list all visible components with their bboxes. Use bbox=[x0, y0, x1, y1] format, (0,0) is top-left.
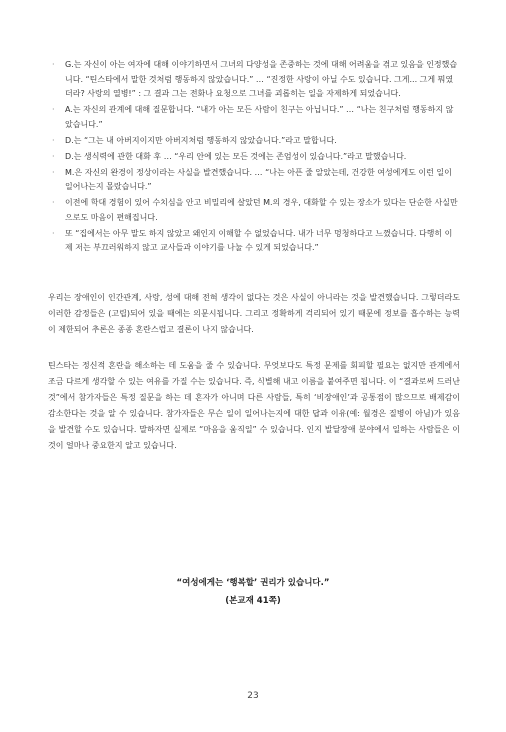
bullet-text: 이전에 학대 경험이 있어 수치심을 안고 비밀리에 살았던 M.의 경우, 대화할 수 있는 장소가 있다는 단순한 사실만으로도 마음이 편해집니다. bbox=[65, 198, 458, 222]
bullet-marker: · bbox=[52, 167, 55, 177]
bullet-text: A.는 자신의 관계에 대해 질문합니다. “내가 아는 모든 사람이 친구는 아닙니다.” … “나는 친구처럼 행동하지 않았습니다.” bbox=[65, 105, 454, 129]
list-item bbox=[48, 196, 460, 225]
bullet-marker: · bbox=[52, 105, 55, 114]
page-number: 23 bbox=[247, 691, 259, 701]
bullet-text: G.는 자신이 아는 여자에 대해 이야기하면서 그녀의 다양성을 존중하는 것에 대해 어려움을 겪고 있음을 인정했습니다. “틴스타에서 말한 것처럼 행동하지 않았습니다.” … “진정한 사랑이 아닐 수도 있습니다. 그게... 그게 뭐였더라? 사랑의 열병!” : 그 결과 그는 전화나 요청으로 그녀를 괴롭히는 일을 자제하게 되었습니다. bbox=[65, 60, 458, 98]
bullet-text: D.는 생식력에 관한 대화 후 … “우리 안에 있는 모든 것에는 존엄성이 있습니다.”라고 말했습니다. bbox=[65, 151, 407, 161]
quote-source: (본교재 41쪽) bbox=[225, 596, 281, 606]
bullet-marker: · bbox=[52, 151, 55, 161]
bullet-marker: · bbox=[52, 60, 55, 69]
bullet-text: D.는 “그는 내 아버지이지만 아버지처럼 행동하지 않았습니다.”라고 말합니다. bbox=[65, 135, 337, 145]
bullet-marker: · bbox=[52, 198, 55, 207]
list-item bbox=[48, 166, 460, 195]
list-item bbox=[48, 103, 460, 132]
bullet-text: M.은 자신의 완경이 정상이라는 사실을 발견했습니다. … “나는 아픈 줄 알았는데, 건강한 여성에게도 이런 일이 일어나는지 몰랐습니다.” bbox=[65, 167, 452, 191]
list-item bbox=[48, 150, 460, 165]
list-item bbox=[48, 134, 460, 149]
bullet-marker: · bbox=[52, 135, 55, 145]
bullet-text: 또 “집에서는 아무 말도 하지 않았고 왜인지 이해할 수 없었습니다. 내가 너무 멍청하다고 느꼈습니다. 다행히 이제 저는 부끄러워하지 않고 교사들과 이야기를 나눌 수 있게 되었습니다.” bbox=[65, 228, 453, 252]
bullet-marker: · bbox=[52, 228, 55, 238]
bullet-list bbox=[48, 58, 460, 257]
body-paragraph: 우리는 장애인이 인간관계, 사랑, 성에 대해 전혀 생각이 없다는 것은 사실이 아니라는 것을 발견했습니다. 그렇더라도 이러한 감정들은 (고립)되어 있을 때에는 의문시됩니다. 그리고 정확하게 걱리되어 있기 때문에 정보를 흡수하는 능력이 제한되어 추론은 종종 혼란스럽고 결론이 나지 않습니다. bbox=[48, 293, 460, 334]
list-item bbox=[48, 58, 460, 102]
body-paragraph: 틴스타는 정신적 혼란을 해소하는 데 도움을 줄 수 있습니다. 무엇보다도 특정 문제를 회피할 필요는 없지만 관계에서 조금 다르게 생각할 수 있는 여유를 가질 수는 있습니다. 즉, 식별해 내고 이름을 붙여주면 됩니다. 이 “결과로써 드러난 것”에서 참가자들은 특정 질문을 하는 데 혼자가 아니며 다른 사람들, 특히 ‘비장애인’과 공통점이 많으므로 배제감이 감소한다는 것을 알 수 있습니다. 참가자들은 무슨 일이 일어나는지에 대한 답과 이유(예: 월경은 질병이 아님)가 있음을 발견할 수도 있습니다. 말하자면 실제로 “마음을 움직일” 수 있습니다. 인지 발달장애 분야에서 일하는 사람들은 이것이 얼마나 중요한지 알고 있습니다. bbox=[48, 361, 460, 450]
pull-quote: “여성에게는 ‘행복할’ 권리가 있습니다.” bbox=[176, 578, 330, 588]
list-item bbox=[48, 227, 460, 256]
